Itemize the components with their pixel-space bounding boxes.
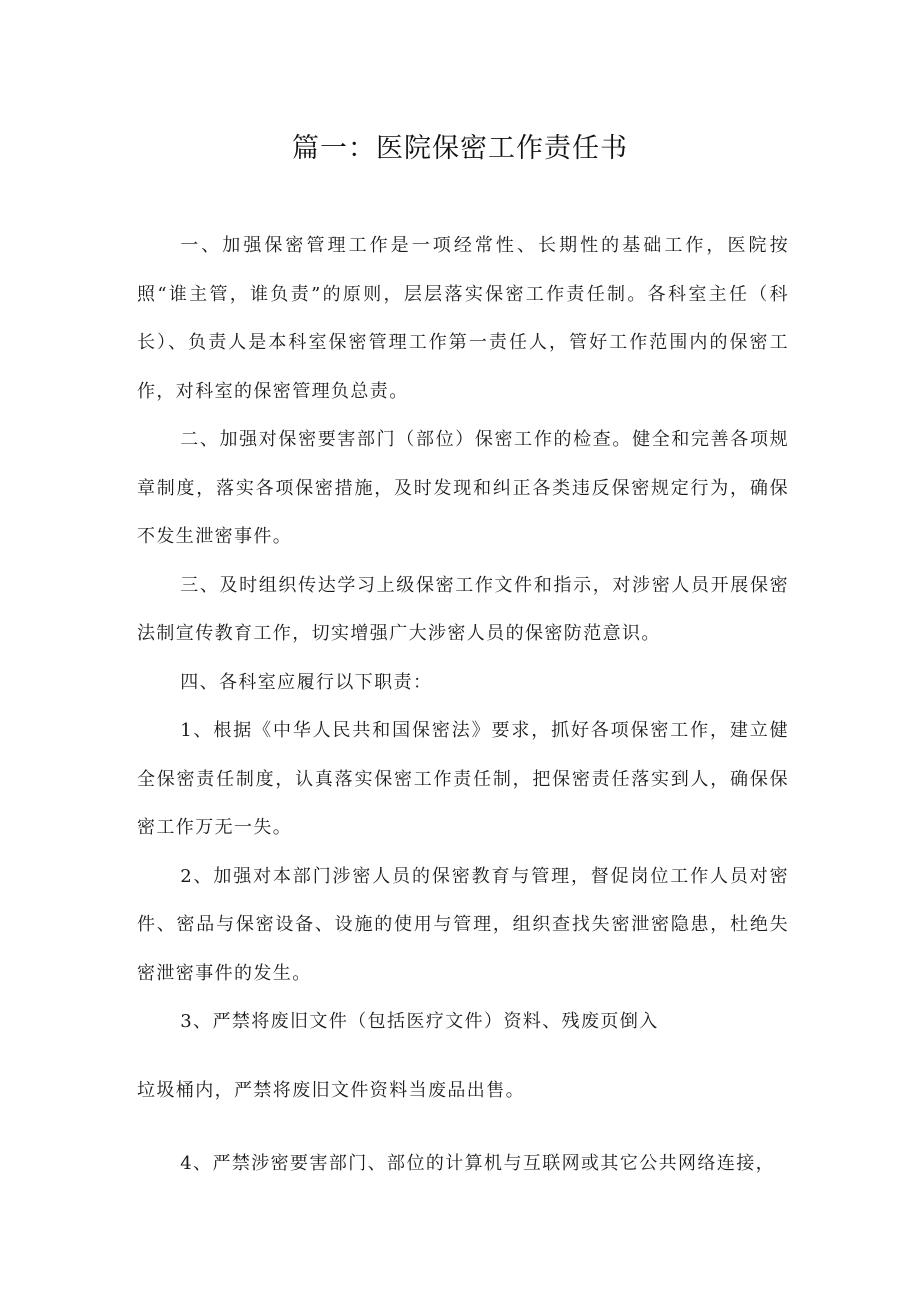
paragraph-6: 2、加强对本部门涉密人员的保密教育与管理，督促岗位工作人员对密件、密品与保密设备、设施的使用与管理，组织查找失密泄密隐患，杜绝失密泄密事件的发生。: [137, 865, 789, 984]
paragraph-2: 二、加强对保密要害部门（部位）保密工作的检查。健全和完善各项规章制度，落实各项保密措施，及时发现和纠正各类违反保密规定行为，确保不发生泄密事件。: [137, 429, 789, 547]
paragraph-4: 四、各科室应履行以下职责：: [180, 671, 433, 693]
paragraph-1: 一、加强保密管理工作是一项经常性、长期性的基础工作，医院按照“谁主管，谁负责”的原则，层层落实保密工作责任制。各科室主任（科长）、负责人是本科室保密管理工作第一责任人，管好工作范围内的保密工作，对科室的保密管理负总责。: [137, 235, 789, 402]
paragraph-5: 1、根据《中华人民共和国保密法》要求，抓好各项保密工作，建立健全保密责任制度，认真落实保密工作责任制，把保密责任落实到人，确保保密工作万无一失。: [137, 720, 789, 838]
paragraph-7: 3、严禁将废旧文件（包括医疗文件）资料、残废页倒入: [180, 1011, 659, 1032]
paragraph-8: 垃圾桶内，严禁将废旧文件资料当废品出售。: [137, 1079, 525, 1101]
document-body: [137, 222, 789, 1189]
document-title: 篇一：医院保密工作责任书: [292, 133, 628, 164]
paragraph-9: 4、严禁涉密要害部门、部位的计算机与互联网或其它公共网络连接，: [180, 1153, 776, 1174]
paragraph-3: 三、及时组织传达学习上级保密工作文件和指示，对涉密人员开展保密法制宣传教育工作，切实增强广大涉密人员的保密防范意识。: [137, 574, 789, 644]
